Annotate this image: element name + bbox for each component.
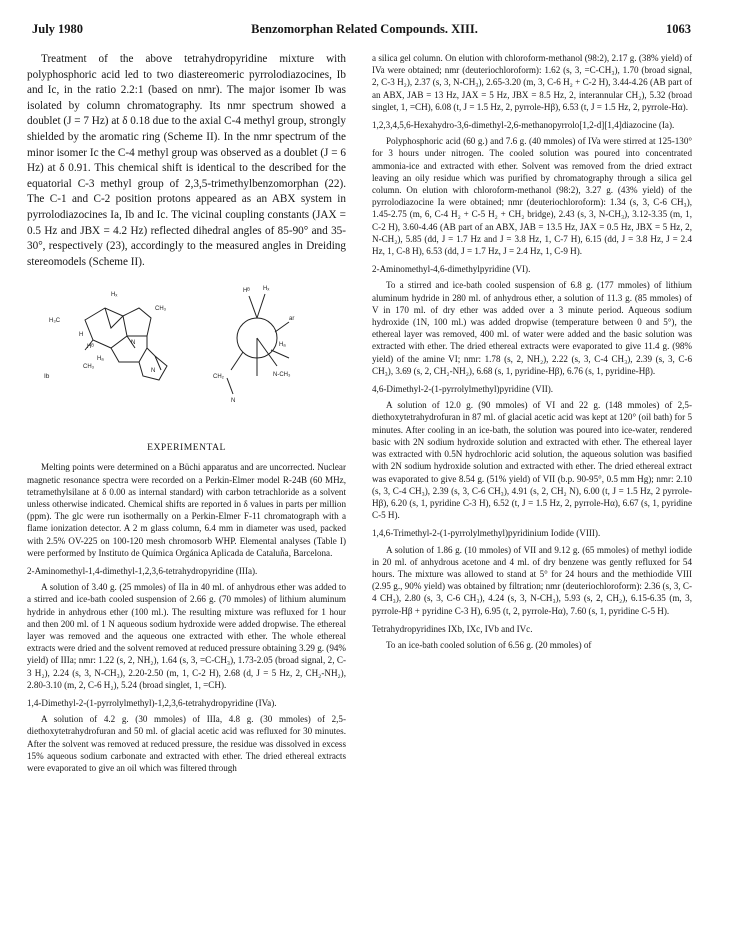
header-date: July 1980 [32, 22, 84, 36]
header-running-title: Benzomorphan Related Compounds. XIII. [251, 22, 478, 36]
section-title: 1,4-Dimethyl-2-(1-pyrrolylmethyl)-1,2,3,6-tetrahydropyridine (IVa). [27, 697, 277, 708]
left-column [27, 52, 346, 774]
right-column [372, 52, 692, 651]
section-text: A solution of 3.40 g. (25 mmoles) of IIa in 40 ml. of anhydrous ether was added to a stirred and ice-bath cooled suspension of 2.66 g. (70 mmoles) of lithium aluminum hydride in anhydrous ether (100 ml.). The resulting mixture was refluxed for 1 hour and then 200 ml. of 1 N aqueous sodium hydroxide were added dropwise. The ethereal layer was removed and the aqueous one extracted with ether. The whole ethereal extracts were dried and the solvent removed at reduced pressure obtaining 3.29 g. (94% yield) of IIIa; nmr: 1.22 (s, 2, NH₂), 1.64 (s, 3, =C-CH₃), 1.73-2.05 (broad signal, 2, C-3 H₂), 2.24 (s, 3, N-CH₃), 2.20-2.50 (m, 1, C-2 H), 2.68 (d, J = 5 Hz, 2, CH₂-NH₂), 2.80-3.10 (m, 2, C-6 H₂), 5.24 (broad singlet, 1, =CH). [27, 582, 346, 690]
intro-paragraph: Treatment of the above tetrahydropyridine mixture with polyphosphoric acid led to two diastereomeric pyrrolodiazocines, Ib and Ic, in the ratio 2.2:1 (based on nmr). The major isomer Ib was isolated by column chromatography. Its nmr spectrum showed a doublet (J = 7 Hz) at δ 0.18 due to the axial C-4 methyl group, strongly shielded by the aromatic ring (Scheme II). In the nmr spectrum of the minor isomer Ic the C-4 methyl group was observed as a doublet (J = 6 Hz) at δ 0.91. This chemical shift is identical to the described for the equatorial C-3 methyl group of 2,3,5-trimethylbenzomorphan (22). The C-1 and C-2 position protons appeared as an ABX system in pyrrolodiazocines Ia, Ib and Ic. The vicinal coupling constants (JAX = 0.5 Hz and JBX = 4.2 Hz) reflected dihedral angles of 85-90° and 35-30°, respectively (23), accordingly to the measured angles in Dreiding stereomodels (Scheme II). [27, 53, 346, 268]
fig-label: Hᴮ [243, 288, 250, 295]
fig-label: Hₐ [97, 356, 104, 363]
fig-label: CH₂ [213, 374, 224, 381]
page-number: 1063 [666, 22, 691, 36]
fig-label: N [151, 368, 156, 375]
section-text: Polyphosphoric acid (60 g.) and 7.6 g. (40 mmoles) of IVa were stirred at 125-130° for 3 hours under nitrogen. The cooled solution was poured into concentrated ammonia-ice and extracted with ether. Solvent was removed from the dried extract leaving an oily residue which was purified by chromatography through a silica gel column. On elution with chloroform-methanol (98:2), 3.27 g. (43% yield) of the pyrrolodiazocine Ia were obtained; nmr (deuteriochloroform): 1.34 (s, 3, C-6 CH₃), 1.45-2.75 (m, 6, C-4 H₂ + C-5 H₂ + CH₂ bridge), 2.43 (s, 3, N-CH₃), 3.12-3.35 (m, 1, C-2 H), 3.60-4.46 (AB part of an ABX, JAB = 13.5 Hz, JAX = 0.5 Hz, JBX = 5 Hz, 2, N-CH₂), 5.85 (dd, J = 1.7 Hz and J = 3.8 Hz, 1, C-7 H), 6.15 (dd, J = 3.8 Hz, J = 2.4 Hz, 1, C-8 H), 6.53 (dd, J = 1.7 Hz, J = 2.4 Hz, 1, C-9 H). [372, 136, 692, 257]
section-title: 1,2,3,4,5,6-Hexahydro-3,6-dimethyl-2,6-methanopyrrolo[1,2-d][1,4]diazocine (Ia). [372, 120, 675, 131]
section-text: A solution of 12.0 g. (90 mmoles) of VI and 22 g. (148 mmoles) of 2,5-diethoxytetrahydrofuran in 87 ml. of glacial acetic acid was kept at 120° (oil bath) for 5 minutes. After cooling in an ice-bath, the solution was poured into ice-water, rendered basic with 2N sodium hydroxide solution and extracted with ether. The ethereal layer was extracted with 0.5N hydrochloric acid solution, the aqueous solution was basified with 2N sodium hydroxide solution and extracted with ether. The dried ethereal extract was evaporated to give 8.54 g. (51% yield) of VII (b.p. 90-95°, 0.5 mm Hg); nmr: 2.10 (s, 3, C-4 CH₃), 2.39 (s, 3, C-6 CH₃), 4.91 (s, 2, CH₂ N), 6.00 (t, J = 1.5 Hz, 2 pyrrole-Hβ), 6.20 (s, 1, pyridine C-3 H), 6.52 (t, J = 1.5 Hz, 2, pyrrole-Hα), 6.67 (s, 1, pyridine C-5 H). [372, 400, 692, 521]
fig-label: H₃C [49, 318, 61, 325]
structure-drawing [27, 278, 346, 424]
compound-label-ib: Ib [44, 373, 50, 381]
section-title: 1,4,6-Trimethyl-2-(1-pyrrolylmethyl)pyridinium Iodide (VIII). [372, 528, 601, 539]
fig-label: N [231, 398, 236, 405]
section-text: A solution of 4.2 g. (30 mmoles) of IIIa, 4.8 g. (30 mmoles) of 2,5-diethoxytetrahydrofuran and 50 ml. of glacial acetic acid was refluxed for 30 minutes. After the solvent was removed at reduced pressure, the residue was dissolved in excess 15% aqueous sodium carbonate and extracted with ether. The dried ethereal extracts were evaporated to give an oil which was filtered through [27, 714, 346, 773]
fig-label: Hₓ [263, 286, 270, 293]
fig-label: CH₃ [83, 364, 95, 371]
section-text: To an ice-bath cooled solution of 6.56 g. (20 mmoles) of [386, 639, 592, 650]
experimental-heading: EXPERIMENTAL [147, 442, 226, 454]
section-title: 2-Aminomethyl-1,4-dimethyl-1,2,3,6-tetrahydropyridine (IIIa). [27, 565, 258, 576]
experimental-paragraph: Melting points were determined on a Büchi apparatus and are uncorrected. Nuclear magnetic resonance spectra were recorded on a Perkin-Elmer model R-24B (60 MHz, tetramethylsilane at δ 0.00 as internal standard) with carbon tetrachloride as a solvent unless otherwise indicated. Chemical shifts are reported in δ values in parts per million (ppm). The glc were run isothermally on a Perkin-Elmer F-11 chromatograph with a flame ionization detector. A 2 m glass column, 6.4 mm in diameter was used, packed with 2.5% OV-225 on 100-120 mesh chromosorb WHP. Elemental analyses (Table I) were performed by Instituto de Química Orgánica Aplicada de Cataluña, Barcelona. [27, 462, 346, 558]
fig-label: N-CH₃ [273, 372, 291, 379]
fig-label: CH₃ [155, 306, 167, 313]
section-title: 2-Aminomethyl-4,6-dimethylpyridine (VI). [372, 264, 531, 275]
fig-label: H [79, 332, 84, 339]
section-title: 4,6-Dimethyl-2-(1-pyrrolylmethyl)pyridine (VII). [372, 384, 554, 395]
fig-label: Hₐ [279, 342, 286, 349]
page-header [0, 22, 729, 42]
section-text: A solution of 1.86 g. (10 mmoles) of VII and 9.12 g. (65 mmoles) of methyl iodide in 20 ml. of anhydrous acetone and 4 ml. of dry benzene was gently refluxed for 54 hours. The mixture was allowed to stand at 5° for 24 hours and the methiodide VIII (2.95 g., 90% yield) was obtained by filtration; nmr (deuteriochloroform): 2.36 (s, 3, C-4 CH₃), 2.80 (s, 3, C-6 CH₃), 4.24 (s, 3, N-CH₃), 5.93 (s, 2, CH₂), 6.15-6.35 (m, 3, pyrrole-Hβ + pyridine C-3 H), 6.95 (t, 2, pyrrole-Hα), 7.60 (s, 1, pyridine C-5 H). [372, 544, 692, 616]
continued-text: a silica gel column. On elution with chloroform-methanol (98:2), 2.17 g. (38% yield) of IVa were obtained; nmr (deuteriochloroform): 1.62 (s, 3, =C-CH₃), 1.70 (broad signal, 2, C-3 H₂), 2.37 (s, 3, N-CH₃), 2.65-3.20 (m, 3, C-6 H₂ + C-2 H), 3.44-4.26 (AB part of an ABX, JAB = 13 Hz, JAX = 5 Hz, JBX = 8.5 Hz, 2, interannular CH₂), 5.32 (broad singlet, 1, =CH), 6.08 (t, J = 1.5 Hz, 2, pyrrole-Hβ), 6.53 (t, J = 1.5 Hz, 2, pyrrole-Hα). [372, 53, 692, 112]
scheme-figure [27, 278, 346, 424]
fig-label: ar [289, 316, 295, 323]
fig-label: N [131, 340, 136, 347]
section-text: To a stirred and ice-bath cooled suspension of 6.8 g. (177 mmoles) of lithium aluminum hydride in 280 ml. of anhydrous ether, a solution of 11.3 g. (85 mmoles) of V in 170 ml. of dry ether was added over a 3 minute period. Aqueous sodium hydroxide (1N, 100 ml.) was added dropwise (temperature between 0 and 5°), the ethereal layer was removed, 400 ml. of water were added and the basic solution was extracted with ether. The dried ethereal extracts were evaporated to give 11.4 g. (98% yield) of the amine VI; nmr: 1.78 (s, 2, NH₂), 2.22 (s, 3, C-4 CH₃), 2.39 (s, 3, C-6 CH₃), 3.69 (s, 2, CH₂-NH₂), 6.68 (s, 1, pyridine-Hβ), 6.76 (s, 1, pyridine-Hβ). [372, 280, 692, 376]
newman-labels [213, 286, 294, 404]
fig-label: Hₓ [111, 292, 118, 299]
structure-ib-labels [44, 292, 167, 380]
fig-label: Hᴮ [87, 344, 94, 351]
section-title: Tetrahydropyridines IXb, IXc, IVb and IVc. [372, 623, 533, 634]
